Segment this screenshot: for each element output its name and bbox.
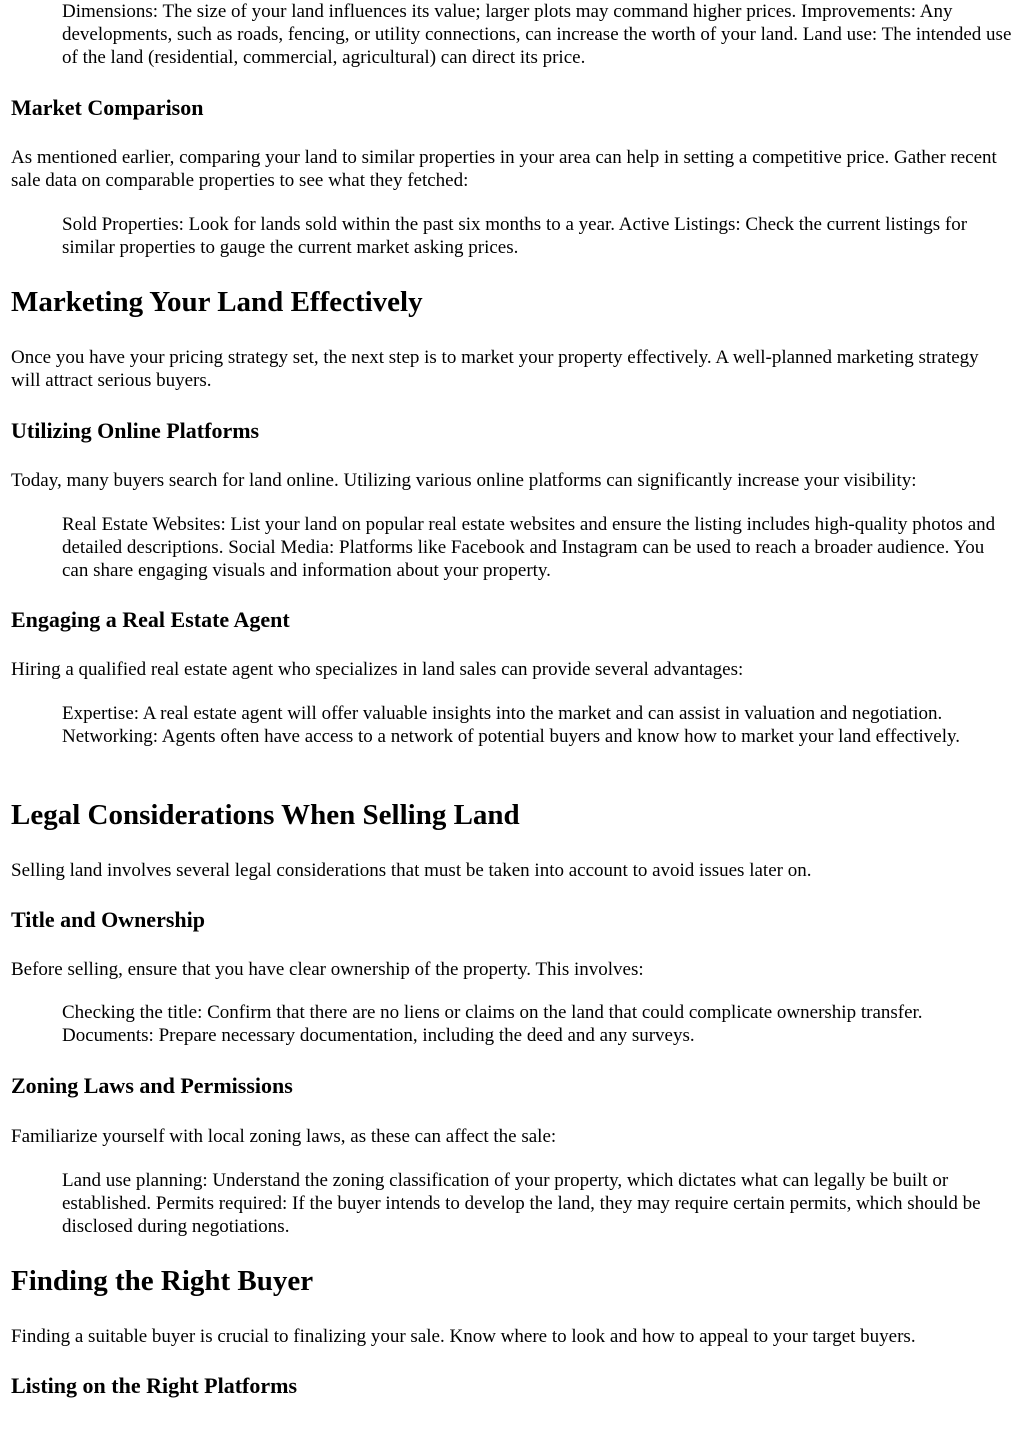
heading-real-estate-agent: Engaging a Real Estate Agent	[11, 607, 290, 632]
paragraph-finding-right-buyer: Finding a suitable buyer is crucial to finalizing your sale. Know where to look and how to appeal to your target buyers.	[11, 1326, 916, 1347]
paragraph-market-comparison: As mentioned earlier, comparing your land to similar properties in your area can help in setting a competitive price. Gather recent sale data on comparable properties to see what they fetched:	[11, 147, 997, 191]
paragraph-online-platforms: Today, many buyers search for land online. Utilizing various online platforms can significantly increase your visibility:	[11, 470, 917, 491]
blockquote-online-platforms: Real Estate Websites: List your land on popular real estate websites and ensure the listing includes high-quality photos and detailed descriptions. Social Media: Platforms like Facebook and Instagram can be used to reach a broader audience. You can share engaging visuals and information about your property.	[62, 514, 996, 581]
heading-finding-right-buyer: Finding the Right Buyer	[11, 1265, 314, 1297]
heading-marketing-your-land: Marketing Your Land Effectively	[11, 286, 423, 318]
heading-listing-platforms: Listing on the Right Platforms	[11, 1373, 297, 1398]
blockquote-sold-properties: Sold Properties: Look for lands sold within the past six months to a year. Active Listings: Check the current listings for similar properties to gauge the current market asking prices.	[62, 214, 968, 258]
heading-online-platforms: Utilizing Online Platforms	[11, 418, 260, 443]
paragraph-zoning-laws: Familiarize yourself with local zoning laws, as these can affect the sale:	[11, 1126, 557, 1147]
paragraph-title-ownership: Before selling, ensure that you have clear ownership of the property. This involves:	[11, 959, 644, 980]
heading-title-ownership: Title and Ownership	[11, 907, 205, 932]
blockquote-title-ownership: Checking the title: Confirm that there are no liens or claims on the land that could complicate ownership transfer. Documents: Prepare necessary documentation, including the deed and any surveys.	[62, 1002, 923, 1046]
heading-legal-considerations: Legal Considerations When Selling Land	[11, 799, 520, 831]
heading-zoning-laws: Zoning Laws and Permissions	[11, 1073, 293, 1098]
paragraph-marketing: Once you have your pricing strategy set, the next step is to market your property effectively. A well-planned marketing strategy will attract serious buyers.	[11, 347, 979, 391]
paragraph-legal-considerations: Selling land involves several legal considerations that must be taken into account to avoid issues later on.	[11, 860, 812, 881]
blockquote-real-estate-agent: Expertise: A real estate agent will offer valuable insights into the market and can assist in valuation and negotiation. Networking: Agents often have access to a network of potential buyers and know how to market your land effectively.	[62, 703, 961, 747]
blockquote-zoning-laws: Land use planning: Understand the zoning classification of your property, which dictates what can legally be built or established. Permits required: If the buyer intends to develop the land, they may require certain permits, which should be disclosed during negotiations.	[62, 1170, 981, 1237]
paragraph-real-estate-agent: Hiring a qualified real estate agent who specializes in land sales can provide several advantages:	[11, 659, 744, 680]
blockquote-dimensions: Dimensions: The size of your land influences its value; larger plots may command higher prices. Improvements: Any developments, such as roads, fencing, or utility connections, can increase the worth of your land. Land use: The intended use of the land (residential, commercial, agricultural) can direct its price.	[62, 1, 1012, 68]
heading-market-comparison: Market Comparison	[11, 95, 204, 120]
